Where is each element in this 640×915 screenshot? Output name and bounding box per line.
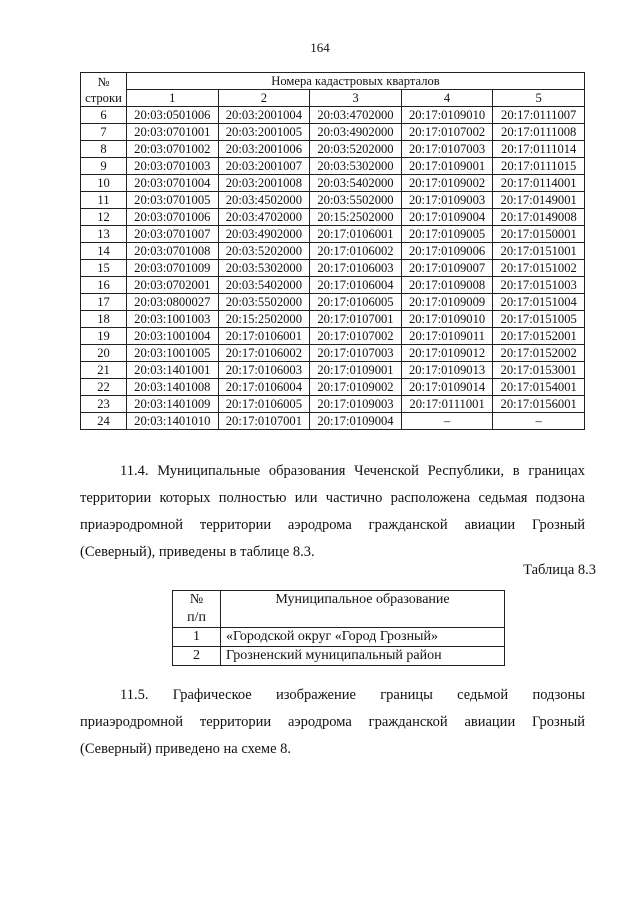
- cadastral-number-cell: 20:17:0109010: [401, 311, 493, 328]
- item-number-cell: 2: [173, 647, 221, 666]
- cadastral-number-cell: 20:17:0109002: [401, 175, 493, 192]
- page-number: 164: [310, 40, 330, 55]
- table-row: [173, 647, 505, 666]
- cadastral-number-cell: 20:17:0111007: [493, 107, 585, 124]
- row-number-cell: 13: [81, 226, 127, 243]
- cadastral-number-cell: 20:17:0150001: [493, 226, 585, 243]
- row-number-cell: 6: [81, 107, 127, 124]
- cadastral-number-cell: 20:03:4502000: [218, 192, 310, 209]
- cadastral-number-cell: 20:17:0109004: [310, 413, 402, 430]
- table-row: [81, 260, 585, 277]
- row-number-cell: 12: [81, 209, 127, 226]
- row-number-cell: 9: [81, 158, 127, 175]
- paragraph-11-4: [80, 458, 585, 566]
- cadastral-number-cell: 20:17:0151002: [493, 260, 585, 277]
- cadastral-number-cell: 20:03:1001005: [127, 345, 219, 362]
- row-number-cell: 18: [81, 311, 127, 328]
- cadastral-number-cell: 20:03:0701001: [127, 124, 219, 141]
- table-row: [81, 396, 585, 413]
- table-row: [81, 362, 585, 379]
- row-number-cell: 16: [81, 277, 127, 294]
- cadastral-numbers-header: Номера кадастровых кварталов: [127, 73, 585, 90]
- cadastral-number-cell: 20:03:5202000: [310, 141, 402, 158]
- row-number-cell: 24: [81, 413, 127, 430]
- cadastral-number-cell: 20:17:0106003: [310, 260, 402, 277]
- cadastral-number-cell: 20:17:0154001: [493, 379, 585, 396]
- cadastral-number-cell: 20:17:0152002: [493, 345, 585, 362]
- table-row: [81, 175, 585, 192]
- cadastral-number-cell: 20:17:0109009: [401, 294, 493, 311]
- cadastral-number-cell: 20:17:0109005: [401, 226, 493, 243]
- cadastral-number-cell: –: [493, 413, 585, 430]
- row-number-header: [81, 73, 127, 107]
- cadastral-number-cell: 20:17:0106005: [218, 396, 310, 413]
- cadastral-number-cell: 20:03:1001004: [127, 328, 219, 345]
- row-number-cell: 23: [81, 396, 127, 413]
- cadastral-number-cell: 20:03:5302000: [310, 158, 402, 175]
- paragraph-11-4-line2: территории которых полностью или частично расположена седьмая подзона: [80, 490, 585, 506]
- row-number-cell: 20: [81, 345, 127, 362]
- cadastral-number-cell: 20:03:2001008: [218, 175, 310, 192]
- cadastral-number-cell: 20:03:1401008: [127, 379, 219, 396]
- row-number-header-line1: №: [97, 74, 110, 89]
- table-header-row: [173, 591, 505, 628]
- table-row: [81, 158, 585, 175]
- cadastral-number-cell: 20:17:0152001: [493, 328, 585, 345]
- cadastral-number-cell: 20:17:0109011: [401, 328, 493, 345]
- cadastral-number-cell: 20:17:0106002: [218, 345, 310, 362]
- cadastral-number-cell: 20:03:2001005: [218, 124, 310, 141]
- table-row: [81, 141, 585, 158]
- cadastral-number-cell: 20:17:0109002: [310, 379, 402, 396]
- table-row: [81, 413, 585, 430]
- cadastral-number-cell: 20:03:0702001: [127, 277, 219, 294]
- municipal-formations-table: [172, 590, 505, 666]
- cadastral-number-cell: 20:17:0111001: [401, 396, 493, 413]
- cadastral-number-cell: 20:17:0109010: [401, 107, 493, 124]
- cadastral-number-cell: 20:03:1401009: [127, 396, 219, 413]
- cadastral-number-cell: 20:17:0111008: [493, 124, 585, 141]
- table-row: [81, 277, 585, 294]
- municipal-formation-cell: «Городской округ «Город Грозный»: [221, 628, 505, 647]
- cadastral-number-cell: 20:17:0151001: [493, 243, 585, 260]
- cadastral-number-cell: 20:03:5402000: [310, 175, 402, 192]
- cadastral-number-cell: 20:17:0109014: [401, 379, 493, 396]
- cadastral-number-cell: 20:03:0701009: [127, 260, 219, 277]
- paragraph-11-4-line1: 11.4. Муниципальные образования Чеченской Республики, в границах: [120, 463, 585, 479]
- paragraph-11-4-line3: приаэродромной территории аэродрома гражданской авиации Грозный (Северный),: [80, 517, 585, 560]
- cadastral-number-cell: 20:17:0106002: [310, 243, 402, 260]
- cadastral-number-cell: 20:17:0107003: [310, 345, 402, 362]
- cadastral-number-cell: 20:17:0111014: [493, 141, 585, 158]
- table-row: [81, 379, 585, 396]
- cadastral-number-cell: 20:03:2001006: [218, 141, 310, 158]
- cadastral-number-cell: 20:17:0109001: [401, 158, 493, 175]
- column-number-header: 2: [218, 90, 310, 107]
- cadastral-number-cell: 20:17:0114001: [493, 175, 585, 192]
- cadastral-number-cell: 20:03:4902000: [218, 226, 310, 243]
- cadastral-number-cell: –: [401, 413, 493, 430]
- cadastral-number-cell: 20:17:0107001: [310, 311, 402, 328]
- table-body: [81, 107, 585, 430]
- item-number-header-line1: №: [189, 592, 204, 607]
- table-row: [81, 124, 585, 141]
- cadastral-number-cell: 20:17:0106001: [218, 328, 310, 345]
- cadastral-number-cell: 20:03:0701007: [127, 226, 219, 243]
- cadastral-number-cell: 20:17:0109003: [401, 192, 493, 209]
- cadastral-number-cell: 20:03:1001003: [127, 311, 219, 328]
- cadastral-number-cell: 20:17:0107002: [401, 124, 493, 141]
- table-row: [81, 328, 585, 345]
- row-number-cell: 19: [81, 328, 127, 345]
- table-label: Таблица 8.3: [523, 562, 596, 578]
- cadastral-number-cell: 20:03:0701008: [127, 243, 219, 260]
- cadastral-number-cell: 20:17:0153001: [493, 362, 585, 379]
- cadastral-number-cell: 20:17:0109007: [401, 260, 493, 277]
- cadastral-number-cell: 20:03:2001007: [218, 158, 310, 175]
- cadastral-number-cell: 20:15:2502000: [310, 209, 402, 226]
- table-row: [81, 226, 585, 243]
- table-row: [81, 294, 585, 311]
- row-number-header-line2: строки: [85, 90, 122, 105]
- table-header-row: [81, 73, 585, 90]
- cadastral-number-cell: 20:17:0106001: [310, 226, 402, 243]
- row-number-cell: 7: [81, 124, 127, 141]
- cadastral-number-cell: 20:17:0111015: [493, 158, 585, 175]
- paragraph-11-5-line3: схеме 8.: [241, 741, 292, 757]
- cadastral-number-cell: 20:17:0151004: [493, 294, 585, 311]
- cadastral-number-cell: 20:17:0109003: [310, 396, 402, 413]
- table-row: [81, 345, 585, 362]
- cadastral-number-cell: 20:17:0107003: [401, 141, 493, 158]
- paragraph-11-5: [80, 682, 585, 763]
- row-number-cell: 11: [81, 192, 127, 209]
- cadastral-number-cell: 20:03:2001004: [218, 107, 310, 124]
- cadastral-number-cell: 20:17:0109001: [310, 362, 402, 379]
- cadastral-number-cell: 20:17:0106004: [218, 379, 310, 396]
- table-row: [173, 628, 505, 647]
- cadastral-number-cell: 20:17:0109012: [401, 345, 493, 362]
- column-number-header: 1: [127, 90, 219, 107]
- cadastral-number-cell: 20:03:4702000: [310, 107, 402, 124]
- cadastral-number-cell: 20:17:0149008: [493, 209, 585, 226]
- item-number-cell: 1: [173, 628, 221, 647]
- cadastral-number-cell: 20:17:0109008: [401, 277, 493, 294]
- table-row: [81, 107, 585, 124]
- cadastral-number-cell: 20:17:0109006: [401, 243, 493, 260]
- cadastral-number-cell: 20:03:1401010: [127, 413, 219, 430]
- row-number-cell: 10: [81, 175, 127, 192]
- cadastral-number-cell: 20:17:0106004: [310, 277, 402, 294]
- cadastral-number-cell: 20:17:0109004: [401, 209, 493, 226]
- cadastral-number-cell: 20:03:0701004: [127, 175, 219, 192]
- cadastral-number-cell: 20:03:0701006: [127, 209, 219, 226]
- cadastral-number-cell: 20:17:0149001: [493, 192, 585, 209]
- row-number-cell: 14: [81, 243, 127, 260]
- cadastral-number-cell: 20:17:0106003: [218, 362, 310, 379]
- column-number-header: 3: [310, 90, 402, 107]
- cadastral-number-cell: 20:03:0701002: [127, 141, 219, 158]
- table-row: [81, 209, 585, 226]
- paragraph-11-5-line1: 11.5. Графическое изображение границы седьмой подзоны приаэродромной: [80, 687, 585, 730]
- table-row: [81, 311, 585, 328]
- cadastral-number-cell: 20:17:0151005: [493, 311, 585, 328]
- cadastral-number-cell: 20:03:0501006: [127, 107, 219, 124]
- item-number-header: [173, 591, 221, 628]
- column-number-row: [81, 90, 585, 107]
- item-number-header-line2: п/п: [187, 610, 206, 625]
- cadastral-quarters-table: [80, 72, 585, 430]
- row-number-cell: 21: [81, 362, 127, 379]
- cadastral-number-cell: 20:03:5502000: [218, 294, 310, 311]
- paragraph-11-4-line4: приведены в таблице 8.3.: [158, 544, 315, 560]
- column-number-header: 5: [493, 90, 585, 107]
- cadastral-number-cell: 20:03:0701005: [127, 192, 219, 209]
- paragraph-11-5-line2: территории аэродрома гражданской авиации Грозный (Северный) приведено на: [80, 714, 586, 757]
- row-number-cell: 15: [81, 260, 127, 277]
- cadastral-number-cell: 20:03:0800027: [127, 294, 219, 311]
- table-row: [81, 192, 585, 209]
- column-number-header: 4: [401, 90, 493, 107]
- municipal-formation-header: Муниципальное образование: [221, 591, 505, 628]
- table-row: [81, 243, 585, 260]
- cadastral-number-cell: 20:17:0106005: [310, 294, 402, 311]
- cadastral-number-cell: 20:03:1401001: [127, 362, 219, 379]
- cadastral-number-cell: 20:17:0156001: [493, 396, 585, 413]
- row-number-cell: 22: [81, 379, 127, 396]
- cadastral-number-cell: 20:03:5202000: [218, 243, 310, 260]
- row-number-cell: 8: [81, 141, 127, 158]
- cadastral-number-cell: 20:03:5502000: [310, 192, 402, 209]
- municipal-formation-cell: Грозненский муниципальный район: [221, 647, 505, 666]
- cadastral-number-cell: 20:03:0701003: [127, 158, 219, 175]
- cadastral-number-cell: 20:17:0151003: [493, 277, 585, 294]
- cadastral-number-cell: 20:17:0109013: [401, 362, 493, 379]
- row-number-cell: 17: [81, 294, 127, 311]
- cadastral-number-cell: 20:15:2502000: [218, 311, 310, 328]
- cadastral-number-cell: 20:03:4902000: [310, 124, 402, 141]
- cadastral-number-cell: 20:03:5302000: [218, 260, 310, 277]
- cadastral-number-cell: 20:03:5402000: [218, 277, 310, 294]
- cadastral-number-cell: 20:17:0107002: [310, 328, 402, 345]
- cadastral-number-cell: 20:03:4702000: [218, 209, 310, 226]
- cadastral-number-cell: 20:17:0107001: [218, 413, 310, 430]
